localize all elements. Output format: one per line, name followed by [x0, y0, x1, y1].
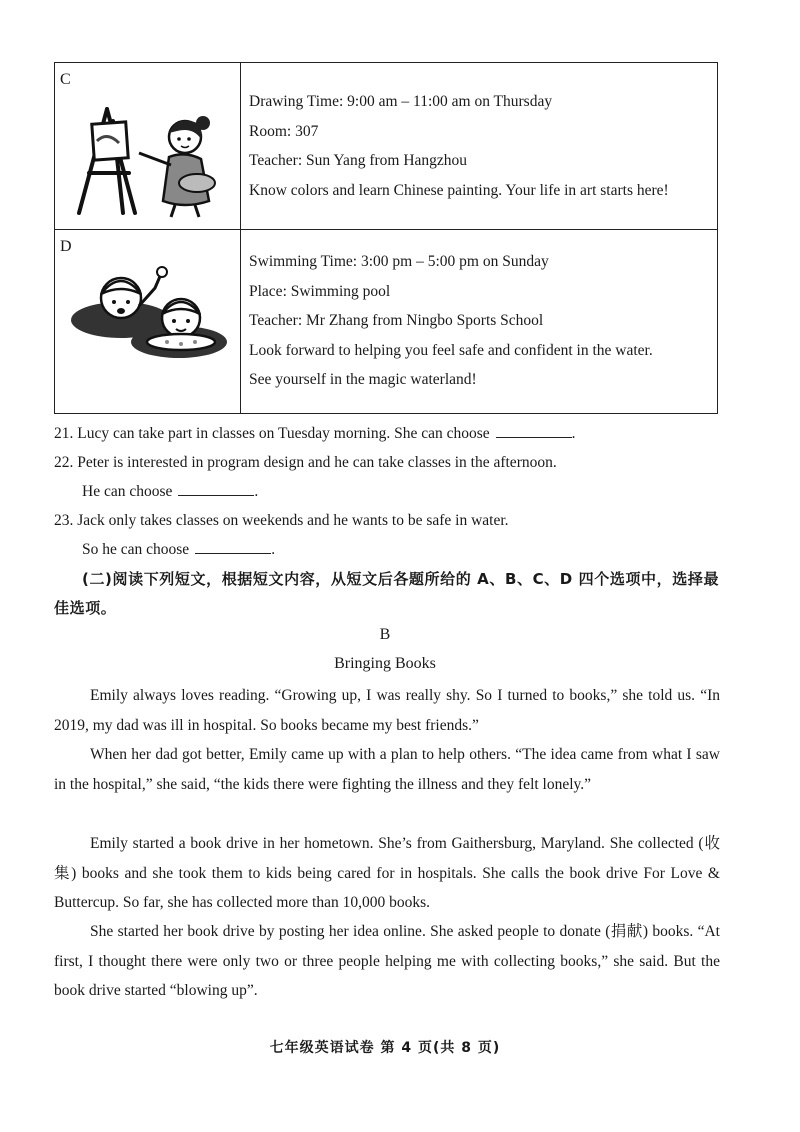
passage-title: Bringing Books [334, 655, 436, 672]
class-d-teacher: Teacher: Mr Zhang from Ningbo Sports School [249, 312, 544, 329]
class-c-description: Know colors and learn Chinese painting. Your life in art starts here! [249, 181, 669, 199]
passage-label: B [379, 626, 391, 643]
class-d-place: Place: Swimming pool [249, 282, 391, 300]
answer-blank-22[interactable] [178, 482, 254, 496]
table-row-d [55, 230, 717, 413]
question-23 [54, 511, 509, 531]
painting-girl-illustration [67, 101, 227, 221]
image-cell-c [55, 63, 241, 229]
question-21: 21. Lucy can take part in classes on Tuesday morning. She can choose . [54, 425, 576, 442]
class-c-time: Drawing Time: 9:00 am – 11:00 am on Thursday [249, 93, 553, 110]
paragraph-4: She started her book drive by posting her idea online. She asked people to donate (捐献) books. “At first, I thought there were only two or three people helping me with collecting books,” she said. But the book drive started “blowing up”. [54, 923, 720, 999]
class-d-slogan: See yourself in the magic waterland! [249, 371, 477, 388]
paragraph-1: Emily always loves reading. “Growing up, I was really shy. So I turned to books,” she told us. “In 2019, my dad was ill in hospital. So books became my best friends.” [54, 687, 720, 734]
question-23-cont: So he can choose . [82, 541, 276, 558]
row-letter-d: D [60, 238, 72, 255]
paragraph-2: When her dad got better, Emily came up with a plan to help others. “The idea came from what I saw in the hospital,” she said, “the kids there were fighting the illness and they felt lonely.” [54, 746, 720, 793]
class-c-teacher: Teacher: Sun Yang from Hangzhou [249, 152, 468, 169]
section-instruction: (二)阅读下列短文，根据短文内容，从短文后各题所给的 A、B、C、D 四个选项中，选择最佳选项。 [54, 570, 720, 617]
class-c-room: Room: 307 [249, 122, 319, 140]
image-cell-d [55, 230, 241, 413]
class-d-time: Swimming Time: 3:00 pm – 5:00 pm on Sunday [249, 253, 549, 270]
paragraph-3: Emily started a book drive in her hometown. She’s from Gaithersburg, Maryland. She collected (收集) books and she took them to kids being cared for in hospitals. She calls the book drive For Love & Buttercup. So far, she has collected more than 10,000 books. [54, 835, 720, 911]
class-d-details [249, 247, 711, 395]
table-row-c [55, 63, 717, 230]
question-21-text: 21. Lucy can take part in classes on Tuesday morning. She can choose [54, 425, 490, 442]
answer-blank-21[interactable] [496, 424, 572, 438]
class-info-table [54, 62, 718, 414]
answer-blank-23[interactable] [195, 540, 271, 554]
question-22-text: 22. Peter is interested in program design and he can take classes in the afternoon. [54, 454, 557, 471]
question-22-cont: He can choose . [82, 483, 259, 500]
swimming-kids-illustration [69, 262, 229, 362]
page-footer: 七年级英语试卷 第 4 页(共 8 页) [269, 1040, 501, 1056]
question-23-text: 23. Jack only takes classes on weekends and he wants to be safe in water. [54, 512, 509, 529]
question-22 [54, 453, 557, 473]
class-d-description: Look forward to helping you feel safe and confident in the water. [249, 341, 653, 359]
class-c-details [249, 87, 711, 205]
row-letter-c: C [60, 71, 71, 88]
